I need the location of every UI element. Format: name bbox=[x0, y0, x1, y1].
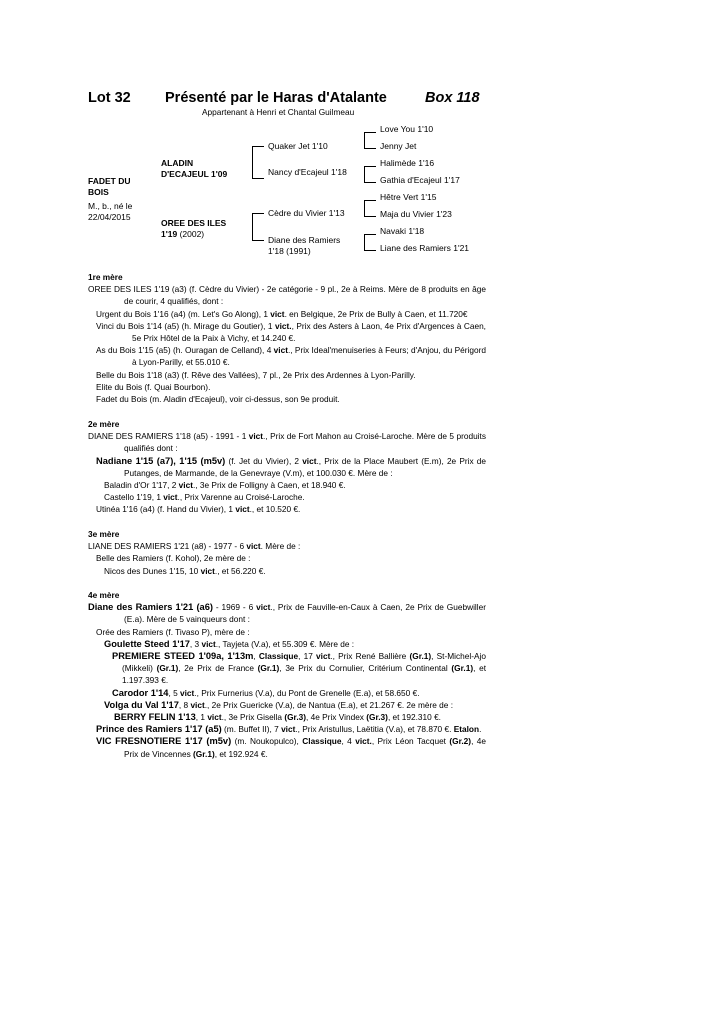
section-title: 3e mère bbox=[88, 529, 120, 539]
section-title: 1re mère bbox=[88, 272, 123, 282]
ggp-3: Halimède 1'16 bbox=[380, 158, 435, 168]
ggp-5: Hêtre Vert 1'15 bbox=[380, 192, 437, 202]
second-dam-section: 2e mère DIANE DES RAMIERS 1'18 (a5) - 1991 - 1 vict., Prix de Fort Mahon au Croisé-Laroche. Mère de 5 produits qualifiés dont : Nadiane 1'15 (a7), 1'15 (m5v) (f. Jet du Vivier), 2 vict., Prix de la Place Maubert (E.m), 2e Prix de Putanges, de Marmande, de la Genevraye (V.m), et 100.030 €. Mère de : Baladin d'Or 1'17, 2 vict., 3e Prix de Folligny à Caen, et 18.940 €. Castello 1'19, 1 vict., Prix Varenne au Croisé-Laroche. Utinéa 1'16 (a4) (f. Hand du Vivier), 1 vict., et 10.520 €. bbox=[88, 419, 487, 515]
page-title: Présenté par le Haras d'Atalante bbox=[165, 90, 387, 106]
horse-name-2: BOIS bbox=[88, 187, 109, 197]
ggp-8: Liane des Ramiers 1'21 bbox=[380, 243, 470, 253]
box-number: Box 118 bbox=[425, 90, 480, 106]
sire-dam: Nancy d'Ecajeul 1'18 bbox=[268, 167, 347, 177]
owner-line: Appartenant à Henri et Chantal Guilmeau bbox=[202, 107, 355, 117]
fourth-dam-section: 4e mère Diane des Ramiers 1'21 (a6) - 1969 - 6 vict., Prix de Fauville-en-Caux à Caen, 2e Prix de Guebwiller (E.a). Mère de 5 vainqueurs dont : Orée des Ramiers (f. Tivaso P), mère de : Goulette Steed 1'17, 3 vict., Tayjeta (V.a), et 55.309 €. Mère de : PREMIERE STEED 1'09a, 1'13m, Classique, 17 vict., Prix René Ballière (Gr.1), St-Michel-Ajo (Mikkeli) (Gr.1), 2e Prix de France (Gr.1), 3e Prix du Cornulier, Critérium Continental (Gr.1), et 1.197.393 €. Carodor 1'14, 5 vict., Prix Furnerius (V.a), du Pont de Grenelle (E.a), et 58.650 €. Volga du Val 1'17, 8 vict., 2e Prix Guericke (V.a), de Nantua (E.a), et 21.267 €. 2e mère de : BERRY FELIN 1'13, 1 vict., 3e Prix Gisella (Gr.3), 4e Prix Vindex (Gr.3), et 192.310 €. Prince des Ramiers 1'17 (a5) (m. Buffet II), 7 vict., Prix Aristullus, Laëtitia (V.a), et 78.870 €. Etalon. VIC FRESNOTIERE 1'17 (m5v) (m. Noukopulco), Classique, 4 vict., Prix Léon Tacquet (Gr.2), 4e Prix de Vincennes (Gr.1), et 192.924 €. bbox=[88, 590, 487, 759]
sire-record: D'ECAJEUL 1'09 bbox=[161, 169, 228, 179]
dam-dam-record: 1'18 (1991) bbox=[268, 246, 311, 256]
dam-name: OREE DES ILES bbox=[161, 218, 227, 228]
dam-record: 1'19 (2002) bbox=[161, 229, 205, 239]
third-dam-section: 3e mère LIANE DES RAMIERS 1'21 (a8) - 1977 - 6 vict. Mère de : Belle des Ramiers (f. Kohol), 2e mère de : Nicos des Dunes 1'15, 10 vict., et 56.220 €. bbox=[88, 528, 486, 577]
horse-info: M., b., né le bbox=[88, 201, 133, 211]
ggp-4: Gathia d'Ecajeul 1'17 bbox=[380, 175, 460, 185]
section-title: 4e mère bbox=[88, 590, 120, 600]
lot-number: Lot 32 bbox=[88, 90, 131, 106]
dam-dam: Diane des Ramiers bbox=[268, 235, 341, 245]
horse-name: FADET DU bbox=[88, 176, 131, 186]
ggp-2: Jenny Jet bbox=[380, 141, 417, 151]
ggp-1: Love You 1'10 bbox=[380, 124, 434, 134]
section-title: 2e mère bbox=[88, 419, 120, 429]
dam-sire: Cèdre du Vivier 1'13 bbox=[268, 208, 345, 218]
sire-sire: Quaker Jet 1'10 bbox=[268, 141, 328, 151]
horse-birthdate: 22/04/2015 bbox=[88, 212, 131, 222]
first-dam-section: 1re mère OREE DES ILES 1'19 (a3) (f. Cèdre du Vivier) - 2e catégorie - 9 pl., 2e à Reims. Mère de 8 produits en âge de courir, 4 qualifiés, dont : Urgent du Bois 1'16 (a4) (m. Let's Go Along), 1 vict. en Belgique, 2e Prix de Bully à Caen, et 11.720€ Vinci du Bois 1'14 (a5) (h. Mirage du Goutier), 1 vict., Prix des Asters à Laon, 4e Prix d'Argences à Caen, 5e Prix Hôtel de la Paix à Vichy, et 14.240 €. As du Bois 1'15 (a5) (h. Ouragan de Celland), 4 vict., Prix Ideal'menuiseries à Feurs; d'Anjou, du Périgord à Lyon-Parilly, et 55.010 €. Belle du Bois 1'18 (a3) (f. Rêve des Vallées), 7 pl., 2e Prix des Ardennes à Lyon-Parilly. Elite du Bois (f. Quai Bourbon). Fadet du Bois (m. Aladin d'Ecajeul), voir ci-dessus, son 9e produit. bbox=[88, 272, 487, 405]
ggp-7: Navaki 1'18 bbox=[380, 226, 425, 236]
sire-name: ALADIN bbox=[161, 158, 194, 168]
ggp-6: Maja du Vivier 1'23 bbox=[380, 209, 452, 219]
